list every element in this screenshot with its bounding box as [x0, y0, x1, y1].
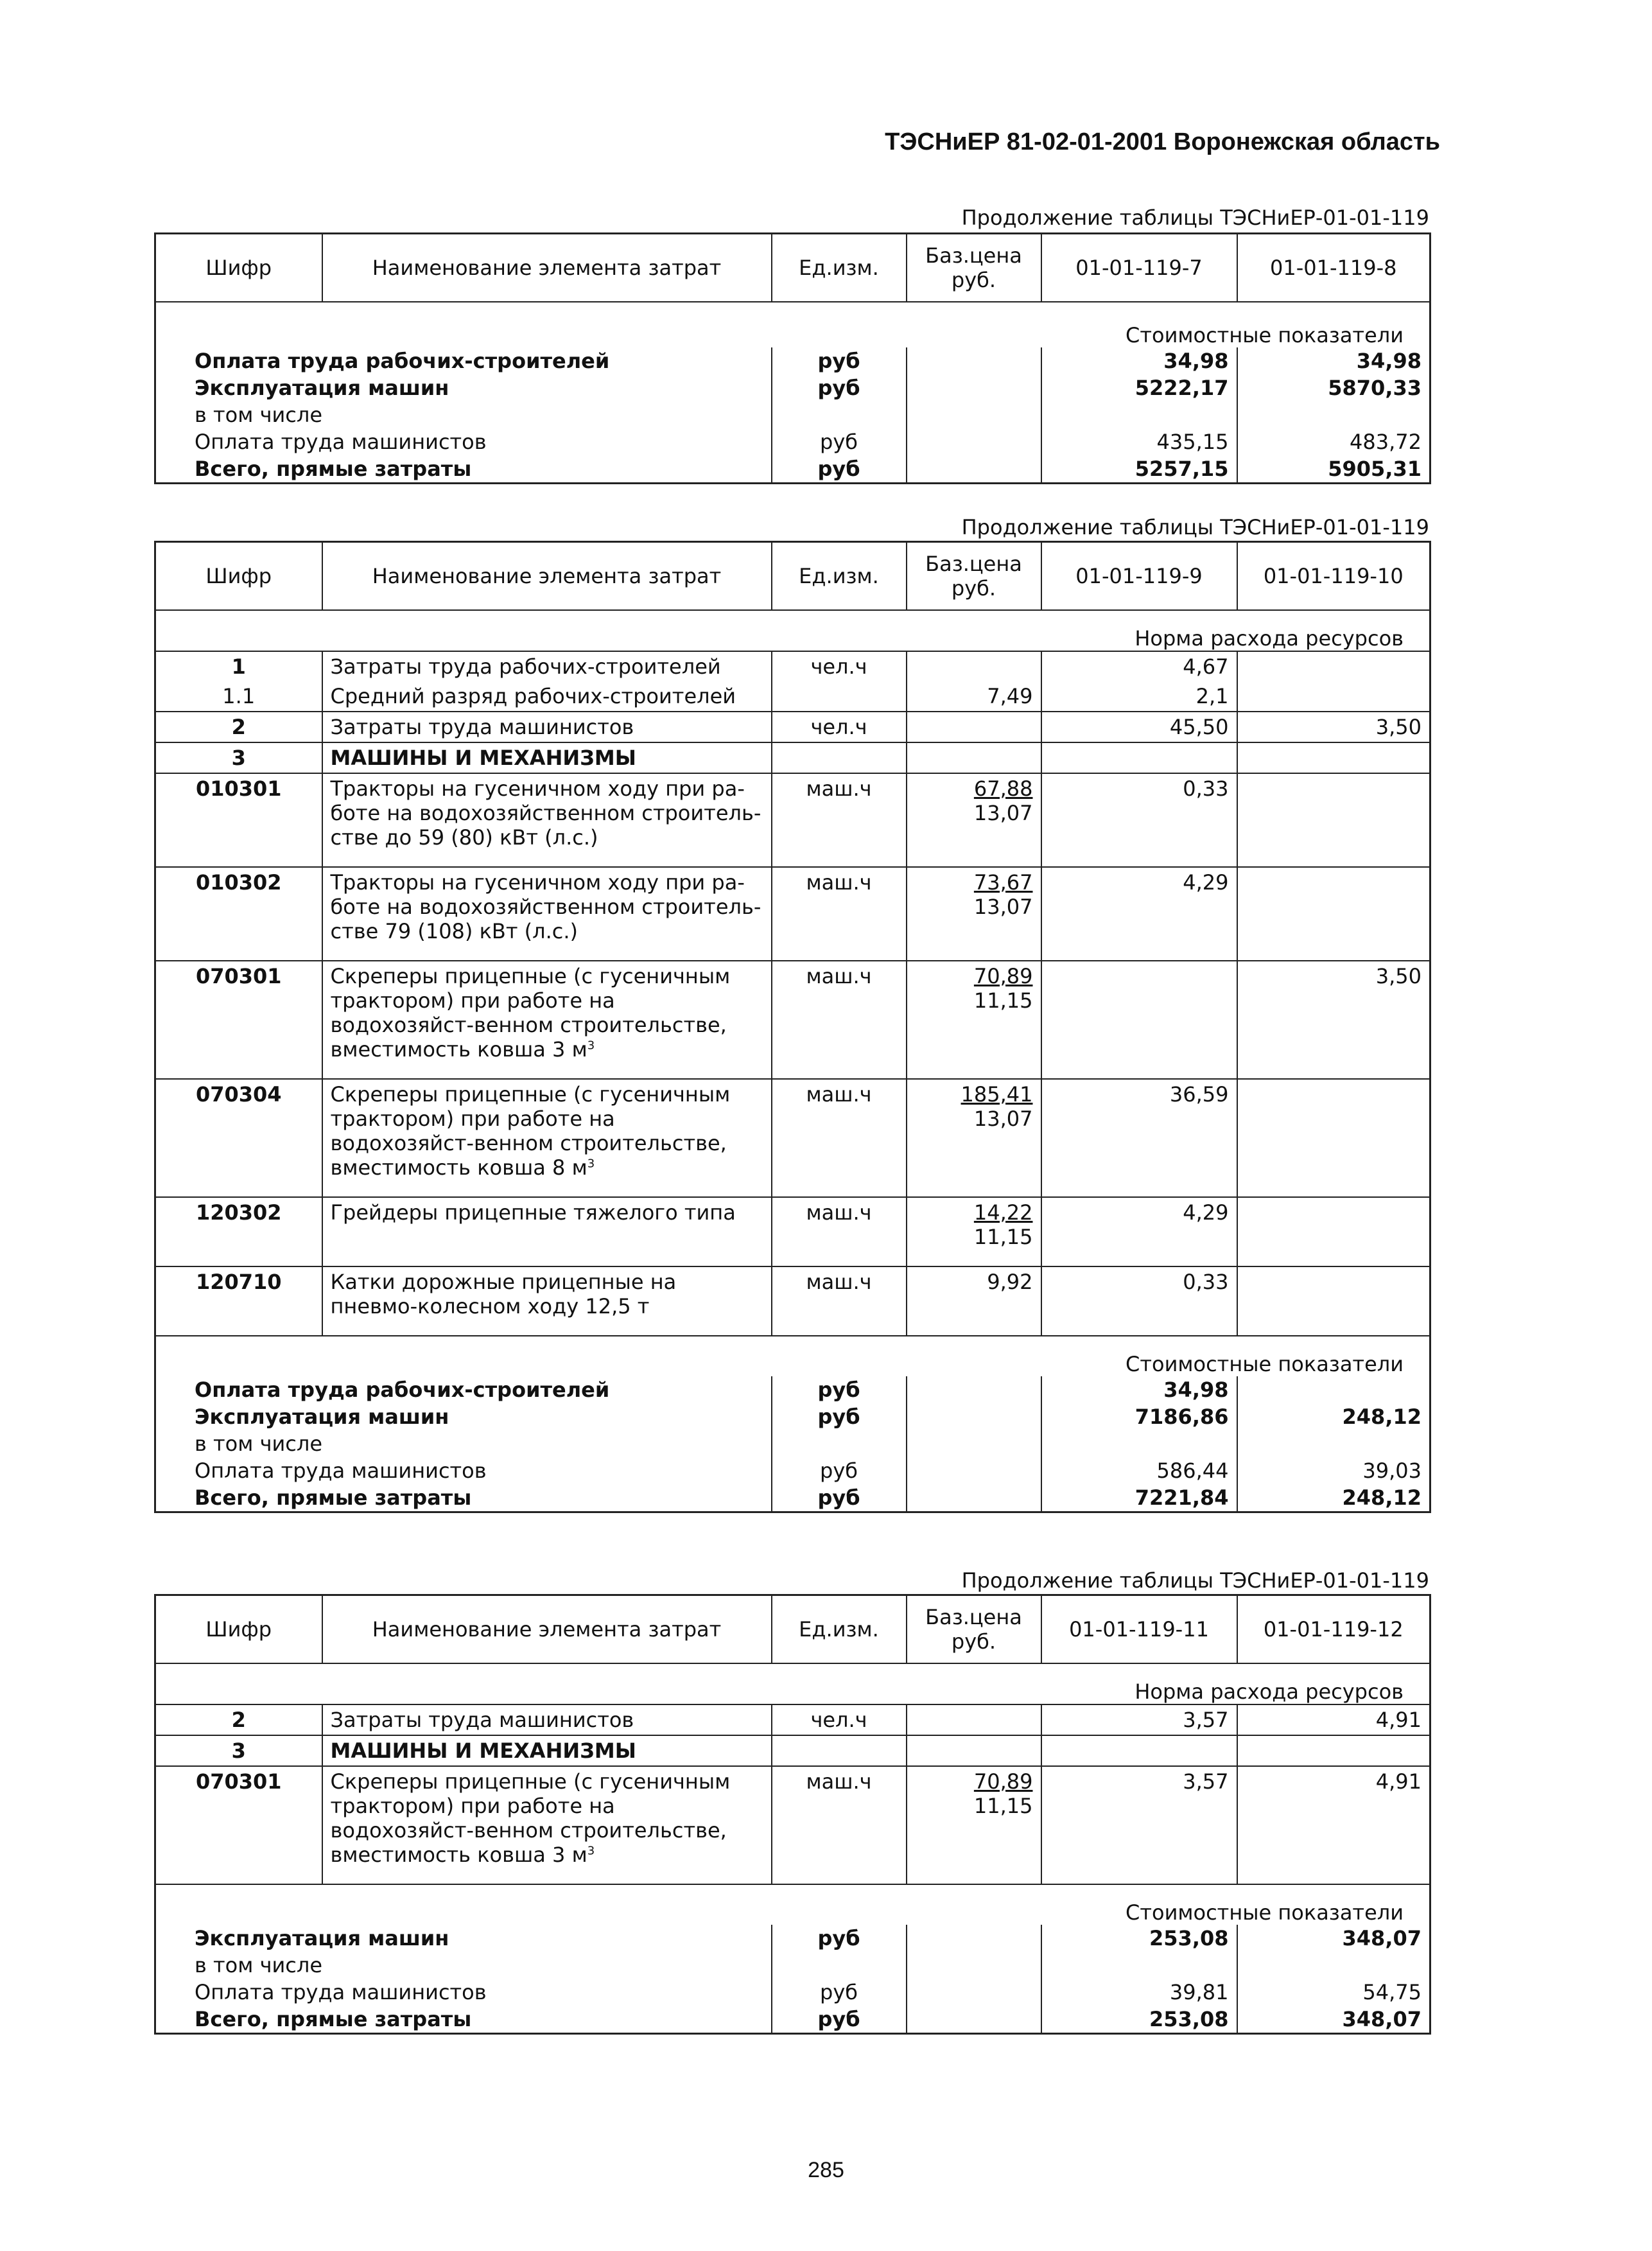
totals-row — [155, 428, 1430, 455]
totals-price — [907, 1925, 1041, 1952]
price-value: 70,89 — [973, 964, 1033, 988]
totals-value-1: 435,15 — [1041, 428, 1237, 455]
row-price — [907, 961, 1041, 1079]
col-shifr: Шифр — [155, 234, 322, 302]
row-name-text: Тракторы на гусеничном ходу при ра-боте на водохозяйственном строитель-стве до 59 (80) кВт (л.с.) — [330, 776, 761, 850]
totals-price — [907, 2006, 1041, 2034]
row-code: 070301 — [155, 1766, 322, 1884]
totals-unit: руб — [772, 1457, 907, 1484]
row-price — [907, 1197, 1041, 1266]
table-row — [155, 961, 1430, 1079]
table-row — [155, 1735, 1430, 1766]
row-price — [907, 773, 1041, 867]
row-code: 120710 — [155, 1266, 322, 1336]
row-unit: маш.ч — [772, 1197, 907, 1266]
col-code-1: 01-01-119-7 — [1041, 234, 1237, 302]
totals-value-1: 5222,17 — [1041, 374, 1237, 401]
superscript: 3 — [587, 1038, 595, 1053]
row-name-text: МАШИНЫ И МЕХАНИЗМЫ — [330, 746, 636, 770]
row-name — [322, 1735, 772, 1766]
totals-value-2: 5905,31 — [1237, 455, 1430, 484]
price-salary: 11,15 — [973, 988, 1033, 1013]
totals-row — [155, 1925, 1430, 1952]
col-price: Баз.цена руб. — [907, 234, 1041, 302]
document-header: ТЭСНиЕР 81-02-01-2001 Воронежская область — [885, 128, 1440, 155]
row-value-1: 3,57 — [1041, 1766, 1237, 1884]
row-name — [322, 1766, 772, 1884]
totals-unit: руб — [772, 428, 907, 455]
row-name — [322, 773, 772, 867]
cost-table-1 — [154, 232, 1431, 484]
totals-price — [907, 1430, 1041, 1457]
row-price — [907, 681, 1041, 712]
row-unit: чел.ч — [772, 651, 907, 681]
price-value: 7,49 — [987, 684, 1033, 708]
totals-value-1: 5257,15 — [1041, 455, 1237, 484]
totals-name: Оплата труда машинистов — [155, 1457, 772, 1484]
superscript: 3 — [587, 1844, 595, 1858]
col-name: Наименование элемента затрат — [322, 542, 772, 611]
totals-unit: руб — [772, 1403, 907, 1430]
row-name-text: Затраты труда машинистов — [330, 1708, 634, 1732]
row-code: 3 — [155, 1735, 322, 1766]
totals-price — [907, 401, 1041, 428]
totals-value-2: 483,72 — [1237, 428, 1430, 455]
row-value-2: 4,91 — [1237, 1704, 1430, 1735]
totals-value-1 — [1041, 401, 1237, 428]
totals-price — [907, 1457, 1041, 1484]
row-code: 3 — [155, 742, 322, 773]
price-salary: 11,15 — [973, 1225, 1033, 1249]
table-row — [155, 681, 1430, 712]
table-row — [155, 1704, 1430, 1735]
page-number: 285 — [808, 2158, 844, 2182]
totals-price — [907, 455, 1041, 484]
totals-name: Эксплуатация машин — [155, 1403, 772, 1430]
section-label: Норма расхода ресурсов — [1135, 1679, 1404, 1704]
row-name-text: Средний разряд рабочих-строителей — [330, 684, 736, 708]
resource-table-3 — [154, 1594, 1431, 2035]
price-salary: 13,07 — [973, 1107, 1033, 1131]
row-price — [907, 1735, 1041, 1766]
totals-unit: руб — [772, 374, 907, 401]
price-value: 185,41 — [961, 1082, 1033, 1107]
table-row — [155, 867, 1430, 961]
row-value-1 — [1041, 961, 1237, 1079]
col-unit: Ед.изм. — [772, 1595, 907, 1664]
totals-value-2: 248,12 — [1237, 1484, 1430, 1512]
table-row — [155, 712, 1430, 742]
totals-value-2: 39,03 — [1237, 1457, 1430, 1484]
col-shifr: Шифр — [155, 1595, 322, 1664]
row-name-text: Тракторы на гусеничном ходу при ра-боте на водохозяйственном строитель-стве 79 (108) кВт (л.с.) — [330, 870, 761, 943]
row-unit: маш.ч — [772, 1766, 907, 1884]
totals-price — [907, 1403, 1041, 1430]
row-value-1: 0,33 — [1041, 1266, 1237, 1336]
row-name-text: Скреперы прицепные (с гусеничным трактором) при работе на водохозяйст-венном строительстве, вместимость ковша 8 м — [330, 1082, 731, 1180]
resource-table-2 — [154, 541, 1431, 1513]
totals-row — [155, 347, 1430, 374]
totals-value-1: 34,98 — [1041, 1376, 1237, 1403]
row-value-2: 3,50 — [1237, 961, 1430, 1079]
col-shifr: Шифр — [155, 542, 322, 611]
totals-row — [155, 374, 1430, 401]
row-value-1: 45,50 — [1041, 712, 1237, 742]
table-row — [155, 742, 1430, 773]
row-code: 120302 — [155, 1197, 322, 1266]
totals-value-1: 7186,86 — [1041, 1403, 1237, 1430]
totals-name: в том числе — [155, 1430, 772, 1457]
section-label: Стоимостные показатели — [1126, 323, 1404, 347]
totals-value-2: 248,12 — [1237, 1403, 1430, 1430]
row-name-text: Катки дорожные прицепные на пневмо-колесном ходу 12,5 т — [330, 1270, 677, 1318]
totals-value-1: 586,44 — [1041, 1457, 1237, 1484]
row-value-2 — [1237, 867, 1430, 961]
price-salary: 11,15 — [973, 1794, 1033, 1818]
row-value-2 — [1237, 1735, 1430, 1766]
row-name — [322, 867, 772, 961]
row-value-1: 4,29 — [1041, 867, 1237, 961]
totals-value-1: 253,08 — [1041, 1925, 1237, 1952]
row-value-1: 4,29 — [1041, 1197, 1237, 1266]
totals-value-1: 7221,84 — [1041, 1484, 1237, 1512]
table-3-block — [154, 1567, 1429, 2035]
col-code-2: 01-01-119-8 — [1237, 234, 1430, 302]
totals-row — [155, 401, 1430, 428]
row-price — [907, 1079, 1041, 1197]
totals-row — [155, 455, 1430, 484]
price-salary: 13,07 — [973, 801, 1033, 825]
totals-value-2: 348,07 — [1237, 2006, 1430, 2034]
row-name-text: Грейдеры прицепные тяжелого типа — [330, 1200, 736, 1225]
totals-name: в том числе — [155, 401, 772, 428]
totals-name: Оплата труда машинистов — [155, 428, 772, 455]
totals-value-2 — [1237, 1430, 1430, 1457]
totals-unit: руб — [772, 455, 907, 484]
totals-price — [907, 347, 1041, 374]
totals-value-2 — [1237, 1376, 1430, 1403]
totals-value-2: 348,07 — [1237, 1925, 1430, 1952]
row-name-text: МАШИНЫ И МЕХАНИЗМЫ — [330, 1739, 636, 1763]
table-caption: Продолжение таблицы ТЭСНиЕР-01-01-119 — [961, 515, 1429, 539]
totals-row — [155, 1979, 1430, 2006]
table-2-block — [154, 514, 1429, 1513]
row-value-1 — [1041, 742, 1237, 773]
price-value: 70,89 — [973, 1769, 1033, 1794]
table-row — [155, 1266, 1430, 1336]
table-row — [155, 1079, 1430, 1197]
totals-value-1 — [1041, 1952, 1237, 1979]
totals-price — [907, 1952, 1041, 1979]
row-code: 010302 — [155, 867, 322, 961]
row-value-2 — [1237, 773, 1430, 867]
totals-row — [155, 1484, 1430, 1512]
row-code: 070301 — [155, 961, 322, 1079]
superscript: 3 — [587, 1157, 595, 1171]
totals-name: Эксплуатация машин — [155, 1925, 772, 1952]
col-code-2: 01-01-119-12 — [1237, 1595, 1430, 1664]
totals-name: Всего, прямые затраты — [155, 455, 772, 484]
totals-unit — [772, 1952, 907, 1979]
price-value: 9,92 — [987, 1270, 1033, 1294]
row-name — [322, 1704, 772, 1735]
row-name — [322, 961, 772, 1079]
row-value-1 — [1041, 1735, 1237, 1766]
price-value: 67,88 — [973, 776, 1033, 801]
col-code-2: 01-01-119-10 — [1237, 542, 1430, 611]
row-name — [322, 651, 772, 681]
totals-unit — [772, 1430, 907, 1457]
totals-name: Оплата труда рабочих-строителей — [155, 347, 772, 374]
row-code: 010301 — [155, 773, 322, 867]
totals-value-2 — [1237, 1952, 1430, 1979]
row-name — [322, 712, 772, 742]
row-name — [322, 681, 772, 712]
row-price — [907, 1704, 1041, 1735]
totals-name: Оплата труда рабочих-строителей — [155, 1376, 772, 1403]
totals-row — [155, 2006, 1430, 2034]
row-price — [907, 1266, 1041, 1336]
row-name-text: Скреперы прицепные (с гусеничным трактором) при работе на водохозяйст-венном строительстве, вместимость ковша 3 м — [330, 964, 731, 1062]
row-name — [322, 1079, 772, 1197]
totals-unit — [772, 401, 907, 428]
row-name — [322, 742, 772, 773]
totals-value-1: 39,81 — [1041, 1979, 1237, 2006]
col-unit: Ед.изм. — [772, 542, 907, 611]
price-salary: 13,07 — [973, 895, 1033, 919]
row-name-text: Скреперы прицепные (с гусеничным трактором) при работе на водохозяйст-венном строительстве, вместимость ковша 3 м — [330, 1769, 731, 1867]
totals-unit: руб — [772, 347, 907, 374]
row-code: 2 — [155, 1704, 322, 1735]
totals-row — [155, 1952, 1430, 1979]
row-value-2 — [1237, 681, 1430, 712]
row-unit — [772, 681, 907, 712]
totals-row — [155, 1376, 1430, 1403]
row-unit — [772, 1735, 907, 1766]
totals-price — [907, 1484, 1041, 1512]
row-value-2: 3,50 — [1237, 712, 1430, 742]
price-value: 14,22 — [973, 1200, 1033, 1225]
row-value-2 — [1237, 742, 1430, 773]
row-value-2 — [1237, 651, 1430, 681]
row-value-1: 3,57 — [1041, 1704, 1237, 1735]
totals-name: Всего, прямые затраты — [155, 2006, 772, 2034]
col-name: Наименование элемента затрат — [322, 1595, 772, 1664]
totals-name: Эксплуатация машин — [155, 374, 772, 401]
totals-price — [907, 1979, 1041, 2006]
totals-name: в том числе — [155, 1952, 772, 1979]
row-unit: маш.ч — [772, 1266, 907, 1336]
col-price: Баз.цена руб. — [907, 1595, 1041, 1664]
row-price — [907, 651, 1041, 681]
row-name-text: Затраты труда машинистов — [330, 715, 634, 739]
row-value-1: 4,67 — [1041, 651, 1237, 681]
totals-value-2: 5870,33 — [1237, 374, 1430, 401]
col-price: Баз.цена руб. — [907, 542, 1041, 611]
row-unit: маш.ч — [772, 1079, 907, 1197]
row-value-2: 4,91 — [1237, 1766, 1430, 1884]
col-code-1: 01-01-119-9 — [1041, 542, 1237, 611]
col-name: Наименование элемента затрат — [322, 234, 772, 302]
row-code: 1 — [155, 651, 322, 681]
row-price — [907, 867, 1041, 961]
totals-row — [155, 1430, 1430, 1457]
table-row — [155, 1766, 1430, 1884]
totals-name: Всего, прямые затраты — [155, 1484, 772, 1512]
table-row — [155, 651, 1430, 681]
col-unit: Ед.изм. — [772, 234, 907, 302]
totals-unit: руб — [772, 2006, 907, 2034]
totals-name: Оплата труда машинистов — [155, 1979, 772, 2006]
totals-unit: руб — [772, 1484, 907, 1512]
row-value-2 — [1237, 1197, 1430, 1266]
price-value: 73,67 — [973, 870, 1033, 895]
row-value-1: 36,59 — [1041, 1079, 1237, 1197]
row-name — [322, 1266, 772, 1336]
totals-value-1: 253,08 — [1041, 2006, 1237, 2034]
row-unit: маш.ч — [772, 773, 907, 867]
totals-price — [907, 374, 1041, 401]
totals-value-2 — [1237, 401, 1430, 428]
row-code: 1.1 — [155, 681, 322, 712]
row-code: 070304 — [155, 1079, 322, 1197]
totals-unit: руб — [772, 1925, 907, 1952]
section-label: Стоимостные показатели — [155, 1336, 1430, 1376]
row-price — [907, 712, 1041, 742]
row-unit: маш.ч — [772, 961, 907, 1079]
totals-value-2: 54,75 — [1237, 1979, 1430, 2006]
totals-value-1 — [1041, 1430, 1237, 1457]
row-unit: чел.ч — [772, 1704, 907, 1735]
col-code-1: 01-01-119-11 — [1041, 1595, 1237, 1664]
row-value-2 — [1237, 1079, 1430, 1197]
totals-price — [907, 1376, 1041, 1403]
row-price — [907, 1766, 1041, 1884]
table-row — [155, 773, 1430, 867]
row-price — [907, 742, 1041, 773]
totals-price — [907, 428, 1041, 455]
row-name — [322, 1197, 772, 1266]
table-caption: Продолжение таблицы ТЭСНиЕР-01-01-119 — [961, 206, 1429, 230]
totals-value-2: 34,98 — [1237, 347, 1430, 374]
table-row — [155, 1197, 1430, 1266]
row-name-text: Затраты труда рабочих-строителей — [330, 654, 721, 679]
row-unit — [772, 742, 907, 773]
row-value-1: 2,1 — [1041, 681, 1237, 712]
row-unit: маш.ч — [772, 867, 907, 961]
row-value-2 — [1237, 1266, 1430, 1336]
totals-value-1: 34,98 — [1041, 347, 1237, 374]
totals-row — [155, 1457, 1430, 1484]
row-unit: чел.ч — [772, 712, 907, 742]
table-caption: Продолжение таблицы ТЭСНиЕР-01-01-119 — [961, 1568, 1429, 1593]
totals-unit: руб — [772, 1979, 907, 2006]
section-label: Норма расхода ресурсов — [1135, 626, 1404, 651]
totals-row — [155, 1403, 1430, 1430]
row-value-1: 0,33 — [1041, 773, 1237, 867]
table-1-block — [154, 204, 1429, 484]
section-label: Стоимостные показатели — [155, 1884, 1430, 1925]
totals-unit: руб — [772, 1376, 907, 1403]
row-code: 2 — [155, 712, 322, 742]
